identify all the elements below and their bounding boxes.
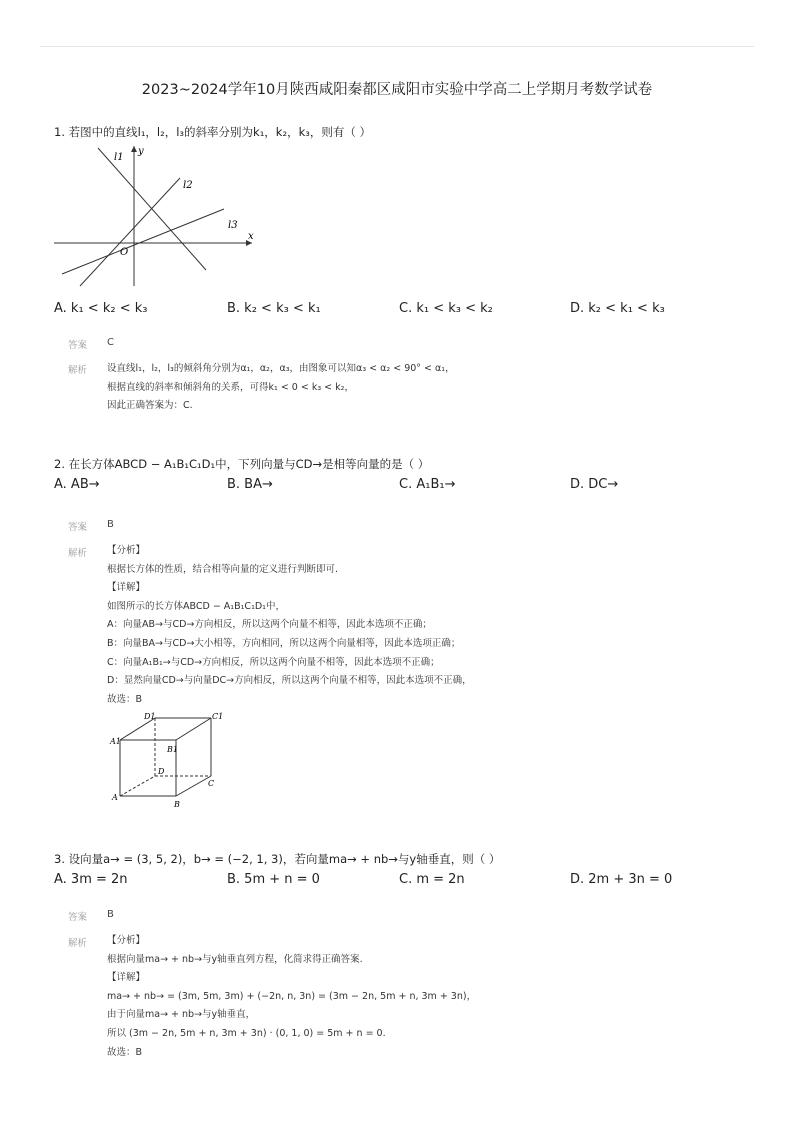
label-d1: D1 [144,712,156,721]
q2-option-b[interactable]: B. BA→ [227,477,273,492]
top-divider [40,46,754,47]
q1-answer: C [107,337,114,348]
q2-answer-tag: 答案 [68,522,88,533]
label-c: C [208,779,215,788]
q3-solution-line: 故选：B [107,1046,143,1058]
question-1-line-figure [52,140,262,288]
q2-solution-line: 故选：B [107,693,143,705]
label-a1: A1 [110,737,121,746]
q2-option-d[interactable]: D. DC→ [570,477,619,492]
q1-analysis-tag: 解析 [68,365,88,376]
q3-option-d[interactable]: D. 2m + 3n = 0 [570,872,673,887]
q3-option-c[interactable]: C. m = 2n [399,872,465,887]
q3-solution-line: 根据向量ma→ + nb→与y轴垂直列方程，化简求得正确答案. [107,953,363,965]
q1-option-c[interactable]: C. k₁ < k₃ < k₂ [399,301,493,316]
q2-solution-line: 根据长方体的性质，结合相等向量的定义进行判断即可. [107,563,339,575]
q1-option-d[interactable]: D. k₂ < k₁ < k₃ [570,301,665,316]
q2-solution-line: 如图所示的长方体ABCD − A₁B₁C₁D₁中， [107,600,285,612]
q3-solution-line: 【分析】 [107,935,146,946]
q1-solution-line: 设直线l₁，l₂，l₃的倾斜角分别为α₁，α₂，α₃，由图象可以知α₃ < α₂ < 90° < α₁， [107,363,455,374]
question-1-stem: 1. 若图中的直线l₁，l₂，l₃的斜率分别为k₁，k₂，k₃，则有（ ） [54,125,372,139]
q2-solution-line: 【分析】 [107,545,146,556]
q2-cuboid-figure [108,710,228,810]
q3-solution-line: ma→ + nb→ = (3m, 5m, 3m) + (−2n, n, 3n) = (3m − 2n, 5m + n, 3m + 3n)， [107,990,477,1002]
q2-analysis-tag: 解析 [68,548,88,559]
label-l2: l2 [183,180,193,191]
q2-solution [107,542,472,709]
q2-answer: B [107,519,114,530]
q1-solution-line: 根据直线的斜率和倾斜角的关系，可得k₁ < 0 < k₃ < k₂， [107,381,354,393]
q3-solution-line: 所以 (3m − 2n, 5m + n, 3m + 3n) · (0, 1, 0) = 5m + n = 0. [107,1027,386,1039]
q3-solution [107,932,476,1062]
q2-solution-line: 【详解】 [107,582,146,594]
label-a: A [112,793,118,802]
q3-answer: B [107,909,114,920]
question-3-stem: 3. 设向量a→ = (3, 5, 2)，b→ = (−2, 1, 3)，若向量ma→ + nb→与y轴垂直，则（ ） [54,852,501,866]
q3-solution-line: 【详解】 [107,972,146,984]
label-l1: l1 [114,152,124,163]
question-2-stem: 2. 在长方体ABCD − A₁B₁C₁D₁中，下列向量与CD→是相等向量的是（ ） [54,457,430,471]
label-b1: B1 [167,745,178,754]
q3-solution-line: 由于向量ma→ + nb→与y轴垂直， [107,1009,256,1021]
label-l3: l3 [228,220,238,231]
label-x-axis: x [248,231,254,242]
label-y-axis: y [138,146,144,157]
q2-solution-line: D：显然向量CD→与向量DC→方向相反，所以这两个向量不相等，因此本选项不正确， [107,675,472,687]
q2-solution-line: A：向量AB→与CD→方向相反，所以这两个向量不相等，因此本选项不正确； [107,619,432,631]
q2-option-c[interactable]: C. A₁B₁→ [399,477,456,492]
label-origin: O [120,247,129,258]
q3-option-a[interactable]: A. 3m = 2n [54,872,128,887]
label-c1: C1 [212,712,224,721]
q3-answer-tag: 答案 [68,912,88,923]
q3-option-b[interactable]: B. 5m + n = 0 [227,872,320,887]
label-d: D [158,767,165,776]
q2-solution-line: C：向量A₁B₁→与CD→方向相反，所以这两个向量不相等，因此本选项不正确； [107,656,440,668]
q1-option-a[interactable]: A. k₁ < k₂ < k₃ [54,301,148,316]
q1-option-b[interactable]: B. k₂ < k₃ < k₁ [227,301,321,316]
q2-option-a[interactable]: A. AB→ [54,477,100,492]
label-b: B [174,800,180,809]
q1-solution-line: 因此正确答案为：C. [107,400,193,412]
q3-analysis-tag: 解析 [68,938,88,949]
q2-solution-line: B：向量BA→与CD→大小相等，方向相同，所以这两个向量相等，因此本选项正确； [107,637,461,649]
q1-answer-tag: 答案 [68,340,88,351]
exam-title: 2023~2024学年10月陕西咸阳秦都区咸阳市实验中学高二上学期月考数学试卷 [141,82,653,98]
q1-solution [107,360,455,416]
